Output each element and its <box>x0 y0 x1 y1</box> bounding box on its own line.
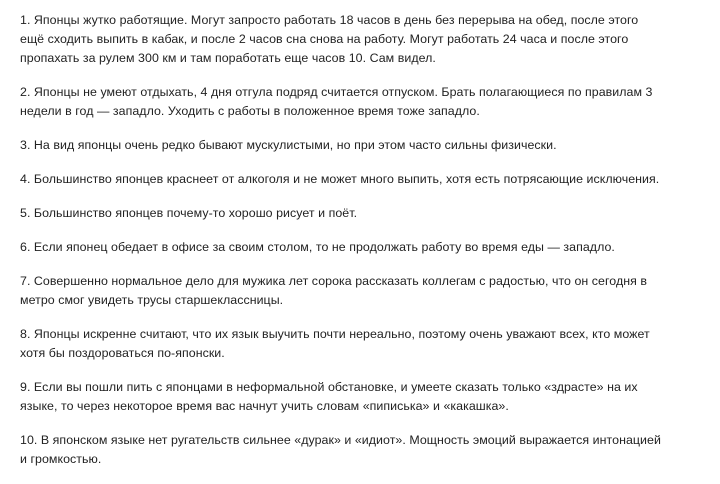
paragraph-2: 2. Японцы не умеют отдыхать, 4 дня отгула подряд считается отпуском. Брать полагающиеся по правилам 3 недели в год — западло. Уходить с работы в положенное время тоже западло. <box>20 85 653 118</box>
paragraph-10: 10. В японском языке нет ругательств сильнее «дурак» и «идиот». Мощность эмоций выражается интонацией и громкостью. <box>20 433 661 466</box>
paragraph-7: 7. Совершенно нормальное дело для мужика лет сорока рассказать коллегам с радостью, что он сегодня в метро смог увидеть трусы старшеклассницы. <box>20 274 648 307</box>
document-body <box>20 11 710 484</box>
paragraph-4: 4. Большинство японцев краснеет от алкоголя и не может много выпить, хотя есть потрясающие исключения. <box>20 172 660 186</box>
paragraph-1: 1. Японцы жутко работящие. Могут запросто работать 18 часов в день без перерыва на обед, после этого ещё сходить выпить в кабак, и после 2 часов сна снова на работу. Могут работать 24 часа и после этого пропахать за рулем 300 км и там поработать еще часов 10. Сам видел. <box>20 13 639 65</box>
paragraph-8: 8. Японцы искренне считают, что их язык выучить почти нереально, поэтому очень уважают всех, кто может хотя бы поздороваться по-японски. <box>20 327 650 360</box>
paragraph-9: 9. Если вы пошли пить с японцами в неформальной обстановке, и умеете сказать только «здрасте» на их языке, то через некоторое время вас начнут учить словам «пиписька» и «какашка». <box>20 380 638 413</box>
paragraph-5: 5. Большинство японцев почему-то хорошо рисует и поёт. <box>20 206 358 220</box>
paragraph-3: 3. На вид японцы очень редко бывают мускулистыми, но при этом часто сильны физически. <box>20 138 557 152</box>
paragraph-6: 6. Если японец обедает в офисе за своим столом, то не продолжать работу во время еды — западло. <box>20 240 615 254</box>
